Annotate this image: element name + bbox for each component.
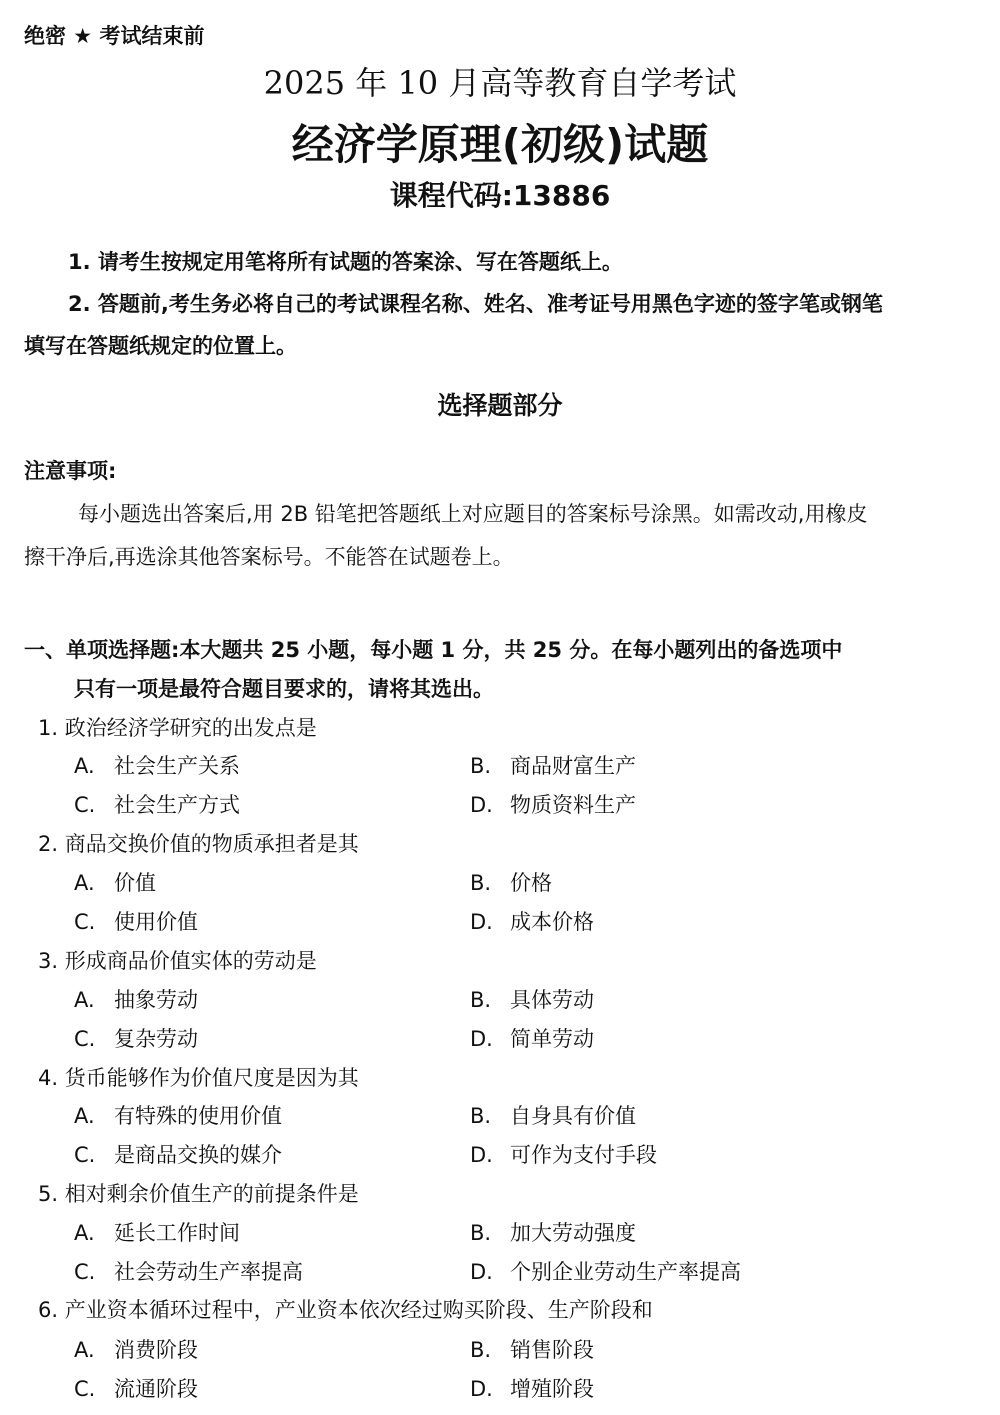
option-letter: C. xyxy=(74,1143,96,1167)
q6-option-a xyxy=(74,1334,198,1364)
option-text: 社会劳动生产率提高 xyxy=(114,1260,303,1284)
option-text: 具体劳动 xyxy=(510,988,594,1012)
q4-option-d xyxy=(470,1139,657,1169)
option-letter: C. xyxy=(74,793,96,817)
option-letter: B. xyxy=(470,871,492,895)
option-letter: D. xyxy=(470,1377,493,1401)
option-letter: D. xyxy=(470,1260,493,1284)
instruction-1: 1. 请考生按规定用笔将所有试题的答案涂、写在答题纸上。 xyxy=(68,250,623,274)
question-2-stem: 2. 商品交换价值的物质承担者是其 xyxy=(38,832,359,856)
instruction-2: 2. 答题前,考生务必将自己的考试课程名称、姓名、准考证号用黑色字迹的签字笔或钢笔 xyxy=(68,292,883,316)
q2-option-b xyxy=(470,867,552,897)
option-text: 价值 xyxy=(114,871,156,895)
option-letter: A. xyxy=(74,1338,95,1362)
question-5-stem: 5. 相对剩余价值生产的前提条件是 xyxy=(38,1182,359,1206)
option-text: 物质资料生产 xyxy=(510,793,636,817)
exam-title: 2025 年 10 月高等教育自学考试 xyxy=(263,64,737,102)
q5-option-b xyxy=(470,1217,636,1247)
notes-line-2: 擦干净后,再选涂其他答案标号。不能答在试题卷上。 xyxy=(24,545,514,569)
option-text: 个别企业劳动生产率提高 xyxy=(510,1260,741,1284)
option-text: 消费阶段 xyxy=(114,1338,198,1362)
option-letter: D. xyxy=(470,910,493,934)
question-6-stem: 6. 产业资本循环过程中，产业资本依次经过购买阶段、生产阶段和 xyxy=(38,1298,653,1322)
option-text: 简单劳动 xyxy=(510,1027,594,1051)
option-letter: C. xyxy=(74,1260,96,1284)
q6-option-d xyxy=(470,1373,594,1403)
option-letter: C. xyxy=(74,1377,96,1401)
course-code: 课程代码:13886 xyxy=(389,179,611,212)
q6-option-c xyxy=(74,1373,198,1403)
q2-option-c xyxy=(74,906,198,936)
option-text: 抽象劳动 xyxy=(114,988,198,1012)
option-letter: D. xyxy=(470,1143,493,1167)
confidential-mark: 绝密 ★ 考试结束前 xyxy=(24,24,205,48)
option-letter: A. xyxy=(74,754,95,778)
option-letter: A. xyxy=(74,1221,95,1245)
option-text: 可作为支付手段 xyxy=(510,1143,657,1167)
option-letter: D. xyxy=(470,1027,493,1051)
option-text: 加大劳动强度 xyxy=(510,1221,636,1245)
q5-option-d xyxy=(470,1256,741,1286)
option-text: 自身具有价值 xyxy=(510,1104,636,1128)
subject-title: 经济学原理(初级)试题 xyxy=(291,120,709,169)
q1-option-d xyxy=(470,789,636,819)
option-letter: B. xyxy=(470,1221,492,1245)
question-4-stem: 4. 货币能够作为价值尺度是因为其 xyxy=(38,1066,359,1090)
q1-option-a xyxy=(74,750,240,780)
q3-option-c xyxy=(74,1023,198,1053)
option-letter: B. xyxy=(470,1104,492,1128)
question-3-stem: 3. 形成商品价值实体的劳动是 xyxy=(38,949,317,973)
q4-option-a xyxy=(74,1100,282,1130)
q5-option-a xyxy=(74,1217,240,1247)
option-letter: C. xyxy=(74,1027,96,1051)
q2-option-a xyxy=(74,867,156,897)
notes-title: 注意事项: xyxy=(24,459,117,483)
option-text: 延长工作时间 xyxy=(114,1221,240,1245)
option-text: 复杂劳动 xyxy=(114,1027,198,1051)
q3-option-b xyxy=(470,984,594,1014)
option-letter: B. xyxy=(470,1338,492,1362)
q5-option-c xyxy=(74,1256,303,1286)
q6-option-b xyxy=(470,1334,594,1364)
q3-option-a xyxy=(74,984,198,1014)
option-text: 成本价格 xyxy=(510,910,594,934)
option-text: 使用价值 xyxy=(114,910,198,934)
notes-line-1: 每小题选出答案后,用 2B 铅笔把答题纸上对应题目的答案标号涂黑。如需改动,用橡皮 xyxy=(78,502,868,526)
option-text: 有特殊的使用价值 xyxy=(114,1104,282,1128)
option-letter: A. xyxy=(74,1104,95,1128)
option-letter: A. xyxy=(74,871,95,895)
option-letter: B. xyxy=(470,754,492,778)
option-text: 社会生产方式 xyxy=(114,793,240,817)
q1-option-c xyxy=(74,789,240,819)
q4-option-b xyxy=(470,1100,636,1130)
question-1-stem: 1. 政治经济学研究的出发点是 xyxy=(38,716,317,740)
option-text: 增殖阶段 xyxy=(510,1377,594,1401)
instruction-2-cont: 填写在答题纸规定的位置上。 xyxy=(24,334,297,358)
option-letter: C. xyxy=(74,910,96,934)
option-letter: D. xyxy=(470,793,493,817)
option-letter: A. xyxy=(74,988,95,1012)
part1-heading: 一、单项选择题:本大题共 25 小题，每小题 1 分，共 25 分。在每小题列出的备选项中 xyxy=(24,638,843,662)
part1-heading-cont: 只有一项是最符合题目要求的，请将其选出。 xyxy=(74,677,494,701)
option-text: 价格 xyxy=(510,871,552,895)
q4-option-c xyxy=(74,1139,282,1169)
option-text: 商品财富生产 xyxy=(510,754,636,778)
q2-option-d xyxy=(470,906,594,936)
q1-option-b xyxy=(470,750,636,780)
option-letter: B. xyxy=(470,988,492,1012)
q3-option-d xyxy=(470,1023,594,1053)
option-text: 社会生产关系 xyxy=(114,754,240,778)
option-text: 流通阶段 xyxy=(114,1377,198,1401)
option-text: 是商品交换的媒介 xyxy=(114,1143,282,1167)
option-text: 销售阶段 xyxy=(510,1338,594,1362)
section-title: 选择题部分 xyxy=(437,391,563,420)
